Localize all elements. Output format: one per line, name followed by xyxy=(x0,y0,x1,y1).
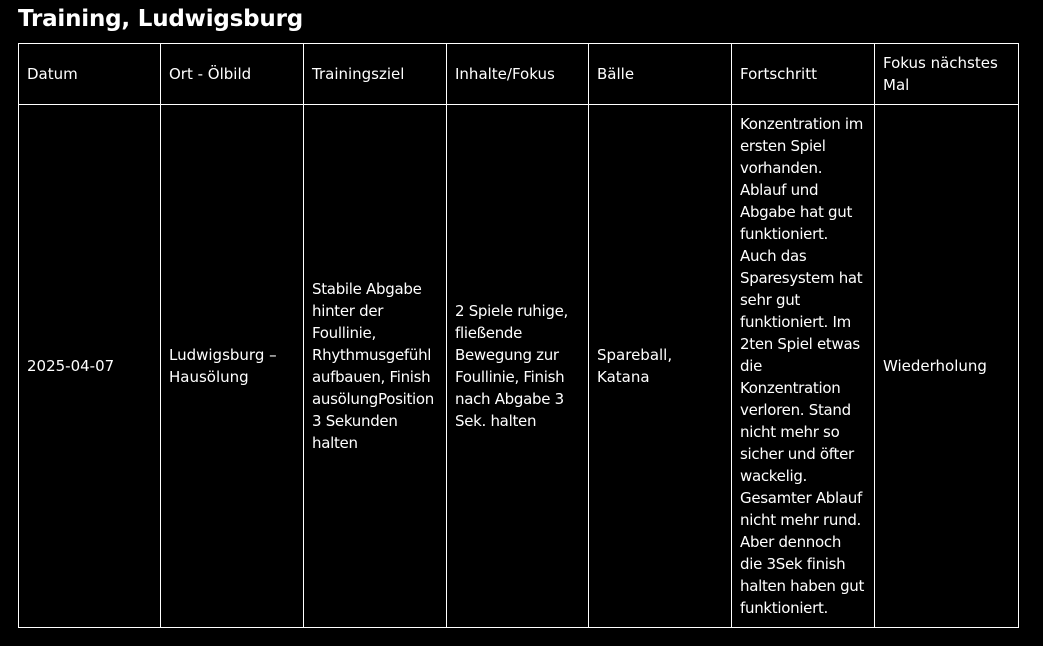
header-inhalte-fokus: Inhalte/Fokus xyxy=(447,44,589,105)
cell-fokus-naechstes-mal: Wiederholung xyxy=(875,105,1019,628)
table-header-row xyxy=(19,44,1019,105)
cell-baelle: Spareball, Katana xyxy=(589,105,732,628)
header-fortschritt: Fortschritt xyxy=(732,44,875,105)
cell-trainingsziel: Stabile Abgabe hinter der Foullinie, Rhythmusgefühl aufbauen, Finish ausölungPosition 3 Sekunden halten xyxy=(304,105,447,628)
cell-datum: 2025-04-07 xyxy=(19,105,161,628)
header-trainingsziel: Trainingsziel xyxy=(304,44,447,105)
cell-ort: Ludwigsburg – Hausölung xyxy=(161,105,304,628)
header-datum: Datum xyxy=(19,44,161,105)
header-baelle: Bälle xyxy=(589,44,732,105)
cell-fortschritt: Konzentration im ersten Spiel vorhanden. Ablauf und Abgabe hat gut funktioniert. Auch das Sparesystem hat sehr gut funktioniert. Im 2ten Spiel etwas die Konzentration verloren. Stand nicht mehr so sicher und öfter wackelig. Gesamter Ablauf nicht mehr rund. Aber dennoch die 3Sek finish halten haben gut funktioniert. xyxy=(732,105,875,628)
cell-inhalte-fokus: 2 Spiele ruhige, fließende Bewegung zur Foullinie, Finish nach Abgabe 3 Sek. halten xyxy=(447,105,589,628)
header-fokus-naechstes-mal: Fokus nächstes Mal xyxy=(875,44,1019,105)
training-table xyxy=(18,43,1019,628)
header-ort: Ort - Ölbild xyxy=(161,44,304,105)
table-row xyxy=(19,105,1019,628)
page-title: Training, Ludwigsburg xyxy=(18,6,303,32)
